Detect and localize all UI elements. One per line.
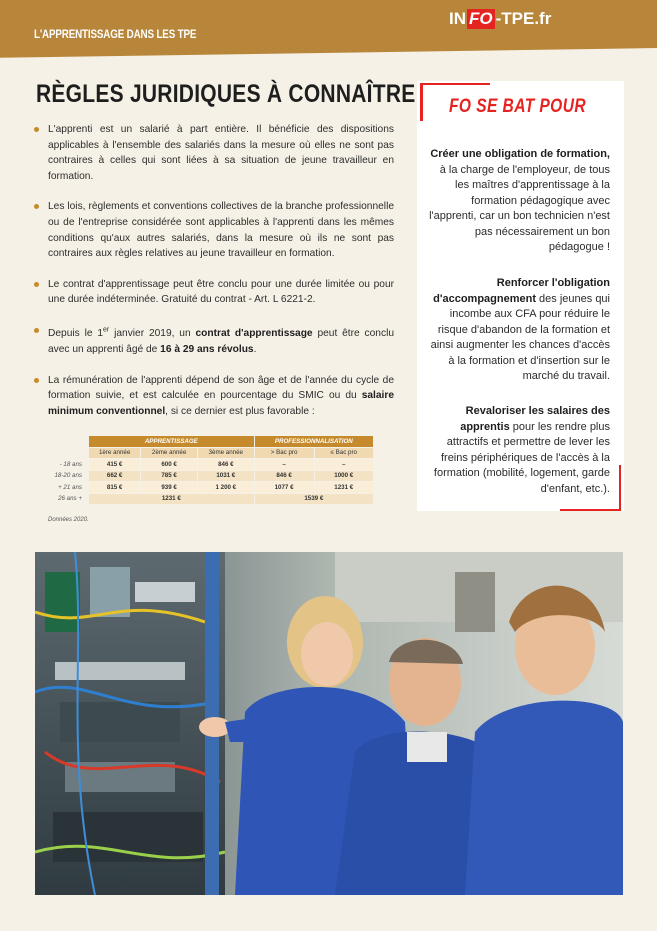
section-title: L'APPRENTISSAGE DANS LES TPE: [34, 27, 197, 41]
table-group-professionnalisation: PROFESSIONNALISATION: [254, 436, 373, 448]
bullet-dot-icon: [34, 378, 39, 383]
list-item: [34, 373, 394, 420]
table-row: [49, 482, 374, 494]
bullet-dot-icon: [34, 328, 39, 333]
list-item: [34, 277, 394, 308]
table-cell: 662 €: [89, 470, 141, 482]
logo-text-tpe: -TPE.fr: [495, 9, 552, 28]
logo-box-fo: FO: [469, 9, 493, 28]
row-label: + 21 ans: [49, 482, 89, 494]
table-header: ≤ Bac pro: [314, 447, 374, 459]
bullet-dot-icon: [34, 204, 39, 209]
table-cell: 1231 €: [314, 482, 374, 494]
salary-table: [48, 435, 374, 505]
list-item: [34, 199, 394, 261]
table-cell: –: [254, 459, 314, 471]
red-frame-corner: [619, 465, 621, 511]
photo-illustration: [35, 552, 623, 895]
table-cell: 1539 €: [254, 493, 373, 505]
table-cell: 600 €: [141, 459, 198, 471]
logo-text-in: IN: [449, 9, 466, 28]
list-item-text: Le contrat d'apprentissage peut être conclu pour une durée limitée ou pour une durée indéterminée. Gratuité du contrat - Art. L 6221-2.: [48, 278, 394, 306]
row-label: - 18 ans: [49, 459, 89, 471]
list-item-text: Les lois, règlements et conventions collectives de la branche professionnelle ou de l'entreprise considérée sont applicables à l'apprenti dans les mêmes conditions qu'aux autres salariés, dans la mesure où ils ne sont pas contraires aux règles relatives au jeune travailleur en formation.: [48, 201, 394, 260]
row-label: 26 ans +: [49, 493, 89, 505]
table-cell: 1231 €: [89, 493, 255, 505]
list-item-text: Depuis le 1er janvier 2019, un contrat d'apprentissage peut être conclu avec un apprenti âgé de 16 à 29 ans révolus.: [48, 326, 394, 355]
table-cell: 846 €: [197, 459, 254, 471]
info-tpe-logo: [449, 7, 551, 31]
red-frame-corner: [420, 83, 490, 85]
table-cell: 1000 €: [314, 470, 374, 482]
bullet-dot-icon: [34, 127, 39, 132]
table-cell: 846 €: [254, 470, 314, 482]
sidebar-paragraph: Renforcer l'obligation d'accompagnement des jeunes qui incombe aux CFA pour réduire le risque d'abandon de la formation et ainsi augmenter les chances d'accès à la formation et d'insertion sur le marché du travail.: [430, 277, 610, 382]
table-source-note: Données 2020.: [48, 517, 89, 523]
workshop-photo: [35, 552, 623, 895]
table-header: > Bac pro: [254, 447, 314, 459]
table-header: 1ère année: [89, 447, 141, 459]
list-item-text: L'apprenti est un salarié à part entière. Il bénéficie des dispositions applicables à l'ensemble des salariés dans la mesure où elles ne sont pas contraires à celles qui sont liées à sa situation de jeune travailleur en formation.: [48, 124, 394, 182]
sidebar-paragraph: Créer une obligation de formation, à la charge de l'employeur, de tous les maîtres d'apprentissage à la formation pédagogique avec l'apprenti, car un bon technicien n'est pas nécessairement un bon pédagogue !: [429, 148, 610, 253]
list-item: [34, 323, 394, 358]
table-row: [49, 459, 374, 471]
bullet-dot-icon: [34, 282, 39, 287]
table-header: 2ème année: [141, 447, 198, 459]
table-cell: 815 €: [89, 482, 141, 494]
table-cell: 1031 €: [197, 470, 254, 482]
row-label: 18-20 ans: [49, 470, 89, 482]
table-cell: –: [314, 459, 374, 471]
rules-list: [34, 122, 394, 434]
list-item-text: La rémunération de l'apprenti dépend de son âge et de l'année du cycle de formation suivie, et est calculée en pourcentage du SMIC ou du salaire minimum conventionnel, si ce dernier est plus favorable :: [48, 374, 394, 417]
table-cell: 415 €: [89, 459, 141, 471]
table-group-apprentissage: APPRENTISSAGE: [89, 436, 255, 448]
table-cell: 939 €: [141, 482, 198, 494]
table-cell: 1077 €: [254, 482, 314, 494]
sidebar-paragraph: Revaloriser les salaires des apprentis pour les rendre plus attractifs et permettre de lever les freins périphériques de l'accès à la formation (mobilité, logement, garde d'enfant, etc.).: [433, 405, 610, 495]
table-row: [49, 470, 374, 482]
table-header: 3ème année: [197, 447, 254, 459]
table-row: [49, 493, 374, 505]
table-cell: 785 €: [141, 470, 198, 482]
table-cell: 1 200 €: [197, 482, 254, 494]
list-item: [34, 122, 394, 184]
page-title: RÈGLES JURIDIQUES À CONNAÎTRE: [36, 80, 416, 108]
sidebar-title: FO SE BAT POUR: [449, 96, 587, 117]
red-frame-corner: [420, 83, 423, 121]
red-frame-corner: [560, 509, 621, 511]
